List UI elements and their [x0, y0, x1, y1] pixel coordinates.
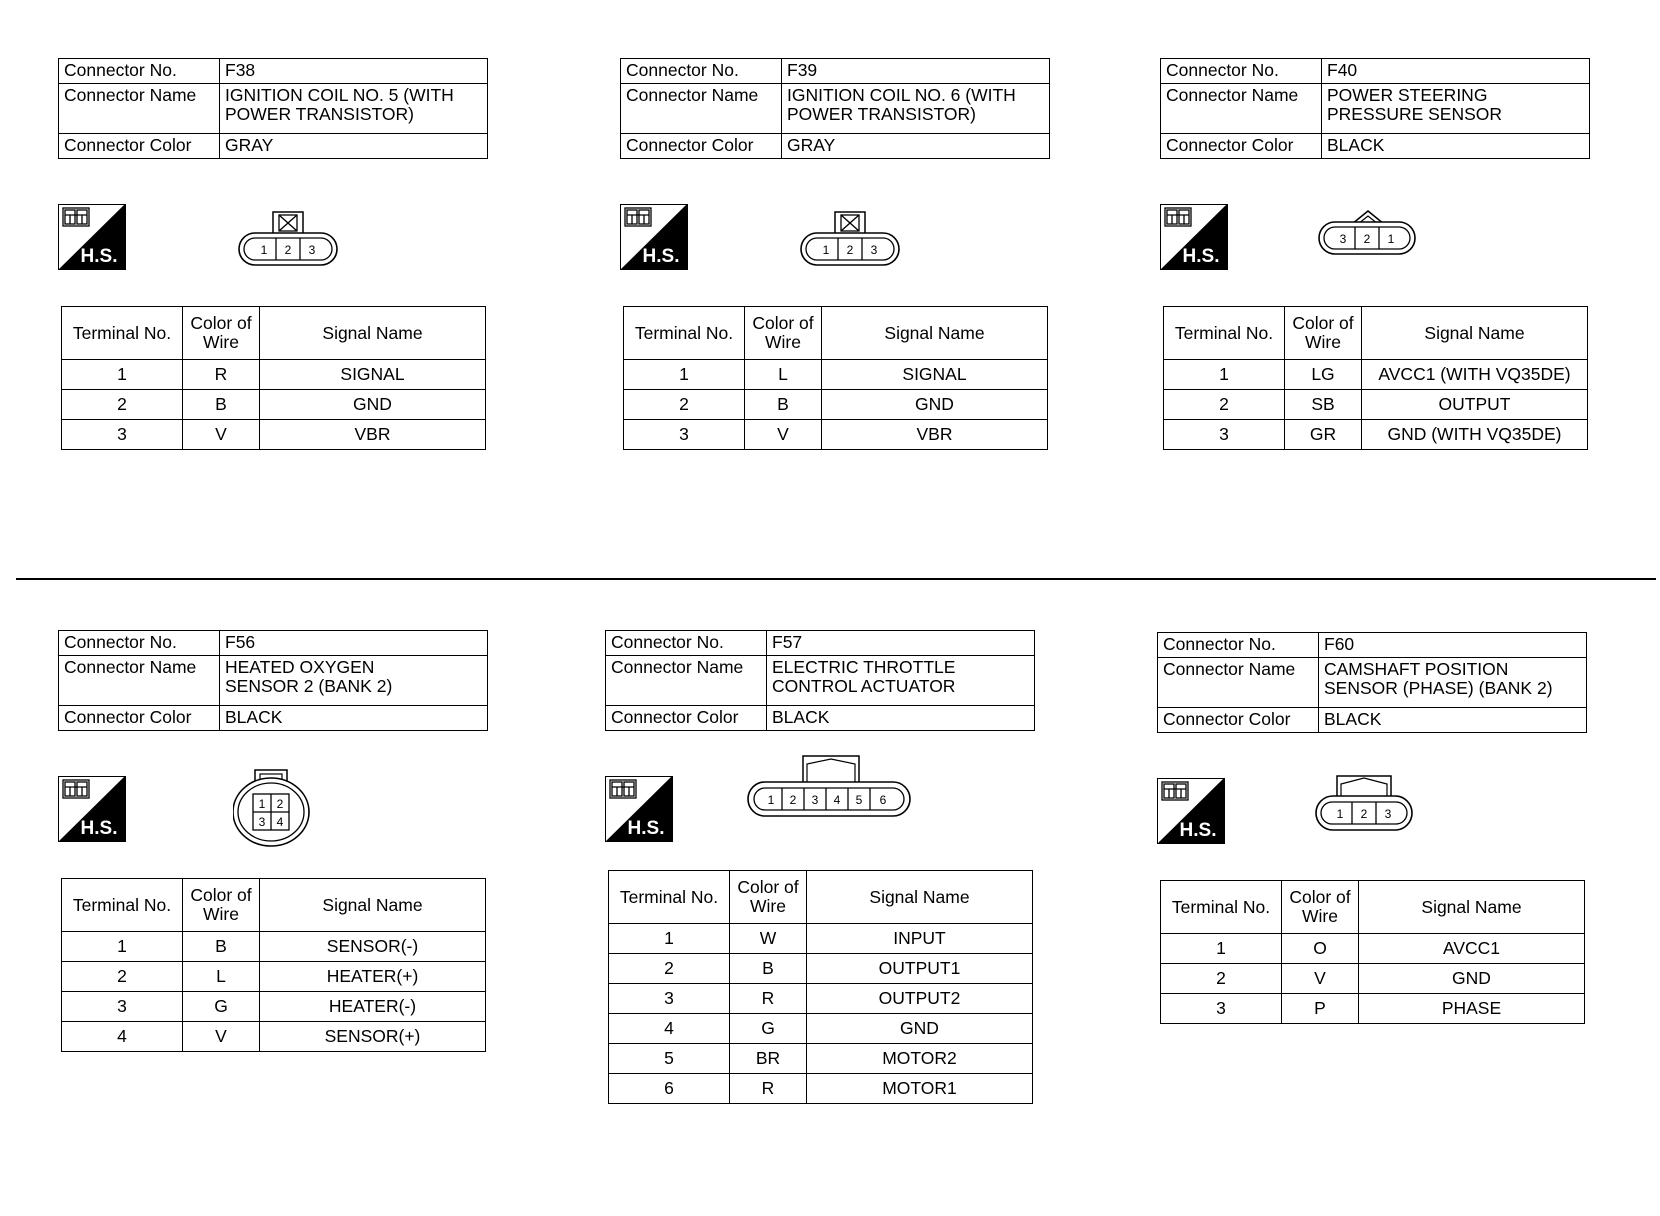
terminal-cell: 2 [1164, 390, 1285, 420]
connector-color-label: Connector Color [606, 706, 767, 731]
signal-cell: GND [1359, 964, 1585, 994]
wire-color-header-line1: Color of [1289, 887, 1351, 907]
terminal-table [608, 870, 1033, 1104]
harness-side-icon [1160, 204, 1228, 270]
pin-label: 3 [1339, 232, 1347, 246]
connector-name-line1: CAMSHAFT POSITION [1324, 659, 1509, 679]
connector-name-line1: IGNITION COIL NO. 6 (WITH [787, 85, 1016, 105]
signal-cell: INPUT [807, 924, 1033, 954]
terminal-cell: 5 [609, 1044, 730, 1074]
signal-cell: SENSOR(-) [260, 932, 486, 962]
connector-info-table [620, 58, 1050, 159]
connector-panel-f60 [1157, 632, 1587, 1018]
terminal-no-header: Terminal No. [62, 307, 183, 360]
harness-side-icon [58, 776, 126, 842]
table-row [1161, 934, 1585, 964]
connector-name-line1: IGNITION COIL NO. 5 (WITH [225, 85, 454, 105]
terminal-cell: 2 [1161, 964, 1282, 994]
hs-label: H.S. [1182, 246, 1220, 267]
signal-cell: GND [822, 390, 1048, 420]
terminal-cell: 1 [609, 924, 730, 954]
pin-label: 2 [284, 243, 292, 257]
wire-cell: LG [1285, 360, 1362, 390]
pin-label: 1 [767, 793, 775, 807]
wire-cell: G [183, 992, 260, 1022]
terminal-cell: 3 [62, 420, 183, 450]
connector-pin-diagram [747, 754, 917, 820]
signal-cell: GND (WITH VQ35DE) [1362, 420, 1588, 450]
table-row [609, 1044, 1033, 1074]
pin-label: 2 [1360, 807, 1368, 821]
wire-cell: BR [730, 1044, 807, 1074]
table-row [609, 1074, 1033, 1104]
wire-cell: L [745, 360, 822, 390]
table-row [62, 1022, 486, 1052]
table-row [62, 992, 486, 1022]
pin-label: 2 [789, 793, 797, 807]
pin-label: 1 [258, 797, 266, 811]
wire-cell: V [183, 1022, 260, 1052]
pin-label: 1 [1336, 807, 1344, 821]
connector-name-line2: SENSOR (PHASE) (BANK 2) [1324, 678, 1553, 698]
table-row [1164, 390, 1588, 420]
connector-color-value: GRAY [782, 134, 1050, 159]
wire-color-header [183, 879, 260, 932]
pin-label: 2 [846, 243, 854, 257]
pin-label: 4 [833, 793, 841, 807]
signal-name-header: Signal Name [1362, 307, 1588, 360]
terminal-table [61, 878, 486, 1052]
wire-color-header-line2: Wire [1302, 906, 1338, 926]
connector-name-label: Connector Name [1161, 84, 1322, 134]
wire-color-header-line1: Color of [190, 885, 252, 905]
connector-name-value [1322, 84, 1590, 134]
hs-label: H.S. [1179, 820, 1217, 841]
terminal-cell: 3 [1161, 994, 1282, 1024]
terminal-cell: 1 [62, 932, 183, 962]
connector-panel-f38 [58, 58, 488, 444]
connector-name-line1: HEATED OXYGEN [225, 657, 375, 677]
signal-name-header: Signal Name [260, 307, 486, 360]
pin-label: 5 [855, 793, 863, 807]
connector-panel-f39 [620, 58, 1050, 444]
terminal-cell: 2 [62, 390, 183, 420]
connector-color-label: Connector Color [621, 134, 782, 159]
wire-color-header [183, 307, 260, 360]
harness-side-icon [58, 204, 126, 270]
wire-color-header-line1: Color of [1292, 313, 1354, 333]
wire-cell: V [183, 420, 260, 450]
pin-label: 1 [1387, 232, 1395, 246]
terminal-cell: 2 [624, 390, 745, 420]
connector-no-value: F56 [220, 631, 488, 656]
signal-name-header: Signal Name [807, 871, 1033, 924]
pin-label: 1 [260, 243, 268, 257]
connector-name-line1: POWER STEERING [1327, 85, 1488, 105]
connector-panel-f57 [605, 630, 1035, 1098]
table-row [609, 924, 1033, 954]
connector-name-value [767, 656, 1035, 706]
pin-label: 3 [870, 243, 878, 257]
connector-info-table [1157, 632, 1587, 733]
wire-color-header [1285, 307, 1362, 360]
connector-color-value: BLACK [220, 706, 488, 731]
connector-name-value [1319, 658, 1587, 708]
signal-cell: PHASE [1359, 994, 1585, 1024]
wire-color-header-line1: Color of [752, 313, 814, 333]
wire-cell: V [745, 420, 822, 450]
connector-no-value: F39 [782, 59, 1050, 84]
pin-label: 3 [1384, 807, 1392, 821]
table-row [609, 1014, 1033, 1044]
connector-pin-diagram [238, 204, 348, 270]
connector-name-line2: POWER TRANSISTOR) [225, 104, 414, 124]
connector-pin-diagram [800, 204, 910, 270]
terminal-cell: 4 [62, 1022, 183, 1052]
table-row [62, 390, 486, 420]
connector-no-value: F40 [1322, 59, 1590, 84]
connector-no-label: Connector No. [59, 59, 220, 84]
connector-no-label: Connector No. [606, 631, 767, 656]
harness-side-icon [1157, 778, 1225, 844]
connector-no-label: Connector No. [59, 631, 220, 656]
connector-no-value: F57 [767, 631, 1035, 656]
connector-name-line2: POWER TRANSISTOR) [787, 104, 976, 124]
signal-cell: OUTPUT2 [807, 984, 1033, 1014]
connector-color-label: Connector Color [59, 706, 220, 731]
terminal-cell: 3 [62, 992, 183, 1022]
connector-color-label: Connector Color [59, 134, 220, 159]
connector-no-label: Connector No. [1158, 633, 1319, 658]
wire-color-header-line1: Color of [737, 877, 799, 897]
terminal-cell: 3 [624, 420, 745, 450]
connector-name-value [220, 84, 488, 134]
wire-cell: B [183, 390, 260, 420]
terminal-cell: 2 [62, 962, 183, 992]
wire-cell: B [183, 932, 260, 962]
terminal-table [623, 306, 1048, 450]
table-row [62, 932, 486, 962]
connector-no-value: F38 [220, 59, 488, 84]
signal-cell: AVCC1 (WITH VQ35DE) [1362, 360, 1588, 390]
table-row [1161, 994, 1585, 1024]
hs-label: H.S. [80, 818, 118, 839]
pin-label: 2 [276, 797, 284, 811]
table-row [609, 954, 1033, 984]
table-row [609, 984, 1033, 1014]
connector-pin-diagram [233, 768, 323, 848]
connector-no-value: F60 [1319, 633, 1587, 658]
signal-cell: SIGNAL [260, 360, 486, 390]
pin-label: 3 [258, 815, 266, 829]
hs-label: H.S. [627, 818, 665, 839]
terminal-cell: 6 [609, 1074, 730, 1104]
wire-color-header [745, 307, 822, 360]
connector-name-label: Connector Name [621, 84, 782, 134]
signal-name-header: Signal Name [260, 879, 486, 932]
connector-color-value: GRAY [220, 134, 488, 159]
signal-cell: OUTPUT [1362, 390, 1588, 420]
signal-cell: SENSOR(+) [260, 1022, 486, 1052]
wire-color-header-line2: Wire [203, 332, 239, 352]
harness-side-icon [605, 776, 673, 842]
wire-cell: G [730, 1014, 807, 1044]
terminal-cell: 1 [624, 360, 745, 390]
terminal-cell: 1 [1164, 360, 1285, 390]
connector-no-label: Connector No. [1161, 59, 1322, 84]
signal-cell: AVCC1 [1359, 934, 1585, 964]
table-row [1161, 964, 1585, 994]
table-row [624, 360, 1048, 390]
wire-cell: SB [1285, 390, 1362, 420]
connector-name-label: Connector Name [606, 656, 767, 706]
wire-cell: R [730, 1074, 807, 1104]
terminal-no-header: Terminal No. [1161, 881, 1282, 934]
terminal-no-header: Terminal No. [609, 871, 730, 924]
terminal-cell: 1 [1161, 934, 1282, 964]
pin-label: 1 [822, 243, 830, 257]
wire-cell: GR [1285, 420, 1362, 450]
connector-name-line2: PRESSURE SENSOR [1327, 104, 1503, 124]
wire-color-header-line2: Wire [765, 332, 801, 352]
pin-label: 3 [308, 243, 316, 257]
signal-cell: MOTOR1 [807, 1074, 1033, 1104]
terminal-table [1163, 306, 1588, 450]
pin-label: 4 [276, 815, 284, 829]
connector-name-value [220, 656, 488, 706]
connector-panel-f56 [58, 630, 488, 1046]
section-divider [16, 578, 1656, 580]
connector-pin-diagram [1318, 204, 1428, 270]
table-row [1164, 360, 1588, 390]
connector-panel-f40 [1160, 58, 1590, 444]
wire-cell: R [183, 360, 260, 390]
connector-name-line2: SENSOR 2 (BANK 2) [225, 676, 393, 696]
signal-name-header: Signal Name [822, 307, 1048, 360]
wire-color-header-line2: Wire [203, 904, 239, 924]
hs-label: H.S. [642, 246, 680, 267]
connector-name-line1: ELECTRIC THROTTLE [772, 657, 956, 677]
signal-cell: HEATER(-) [260, 992, 486, 1022]
terminal-cell: 3 [609, 984, 730, 1014]
harness-side-icon [620, 204, 688, 270]
connector-info-table [1160, 58, 1590, 159]
terminal-no-header: Terminal No. [62, 879, 183, 932]
connector-info-table [58, 58, 488, 159]
signal-cell: VBR [822, 420, 1048, 450]
pin-label: 6 [879, 793, 887, 807]
wire-cell: P [1282, 994, 1359, 1024]
signal-cell: GND [807, 1014, 1033, 1044]
wire-cell: V [1282, 964, 1359, 994]
signal-cell: VBR [260, 420, 486, 450]
wire-cell: L [183, 962, 260, 992]
hs-label: H.S. [80, 246, 118, 267]
wire-cell: W [730, 924, 807, 954]
signal-cell: SIGNAL [822, 360, 1048, 390]
table-row [624, 420, 1048, 450]
wire-color-header-line1: Color of [190, 313, 252, 333]
wire-cell: B [730, 954, 807, 984]
signal-cell: HEATER(+) [260, 962, 486, 992]
pin-label: 2 [1363, 232, 1371, 246]
connector-pin-diagram [1315, 772, 1425, 838]
wire-cell: B [745, 390, 822, 420]
connector-name-label: Connector Name [1158, 658, 1319, 708]
wire-color-header [730, 871, 807, 924]
table-row [62, 420, 486, 450]
wire-color-header-line2: Wire [750, 896, 786, 916]
connector-name-value [782, 84, 1050, 134]
terminal-cell: 2 [609, 954, 730, 984]
terminal-no-header: Terminal No. [624, 307, 745, 360]
signal-cell: OUTPUT1 [807, 954, 1033, 984]
connector-color-value: BLACK [1322, 134, 1590, 159]
connector-color-value: BLACK [767, 706, 1035, 731]
pin-label: 3 [811, 793, 819, 807]
wire-cell: O [1282, 934, 1359, 964]
table-row [1164, 420, 1588, 450]
signal-cell: GND [260, 390, 486, 420]
terminal-table [1160, 880, 1585, 1024]
connector-name-label: Connector Name [59, 656, 220, 706]
connector-color-value: BLACK [1319, 708, 1587, 733]
signal-cell: MOTOR2 [807, 1044, 1033, 1074]
connector-info-table [605, 630, 1035, 731]
connector-color-label: Connector Color [1158, 708, 1319, 733]
table-row [62, 360, 486, 390]
wire-cell: R [730, 984, 807, 1014]
terminal-table [61, 306, 486, 450]
connector-no-label: Connector No. [621, 59, 782, 84]
connector-color-label: Connector Color [1161, 134, 1322, 159]
connector-name-label: Connector Name [59, 84, 220, 134]
terminal-no-header: Terminal No. [1164, 307, 1285, 360]
terminal-cell: 4 [609, 1014, 730, 1044]
connector-name-line2: CONTROL ACTUATOR [772, 676, 956, 696]
terminal-cell: 3 [1164, 420, 1285, 450]
wire-color-header-line2: Wire [1305, 332, 1341, 352]
terminal-cell: 1 [62, 360, 183, 390]
wire-color-header [1282, 881, 1359, 934]
table-row [62, 962, 486, 992]
signal-name-header: Signal Name [1359, 881, 1585, 934]
connector-info-table [58, 630, 488, 731]
table-row [624, 390, 1048, 420]
